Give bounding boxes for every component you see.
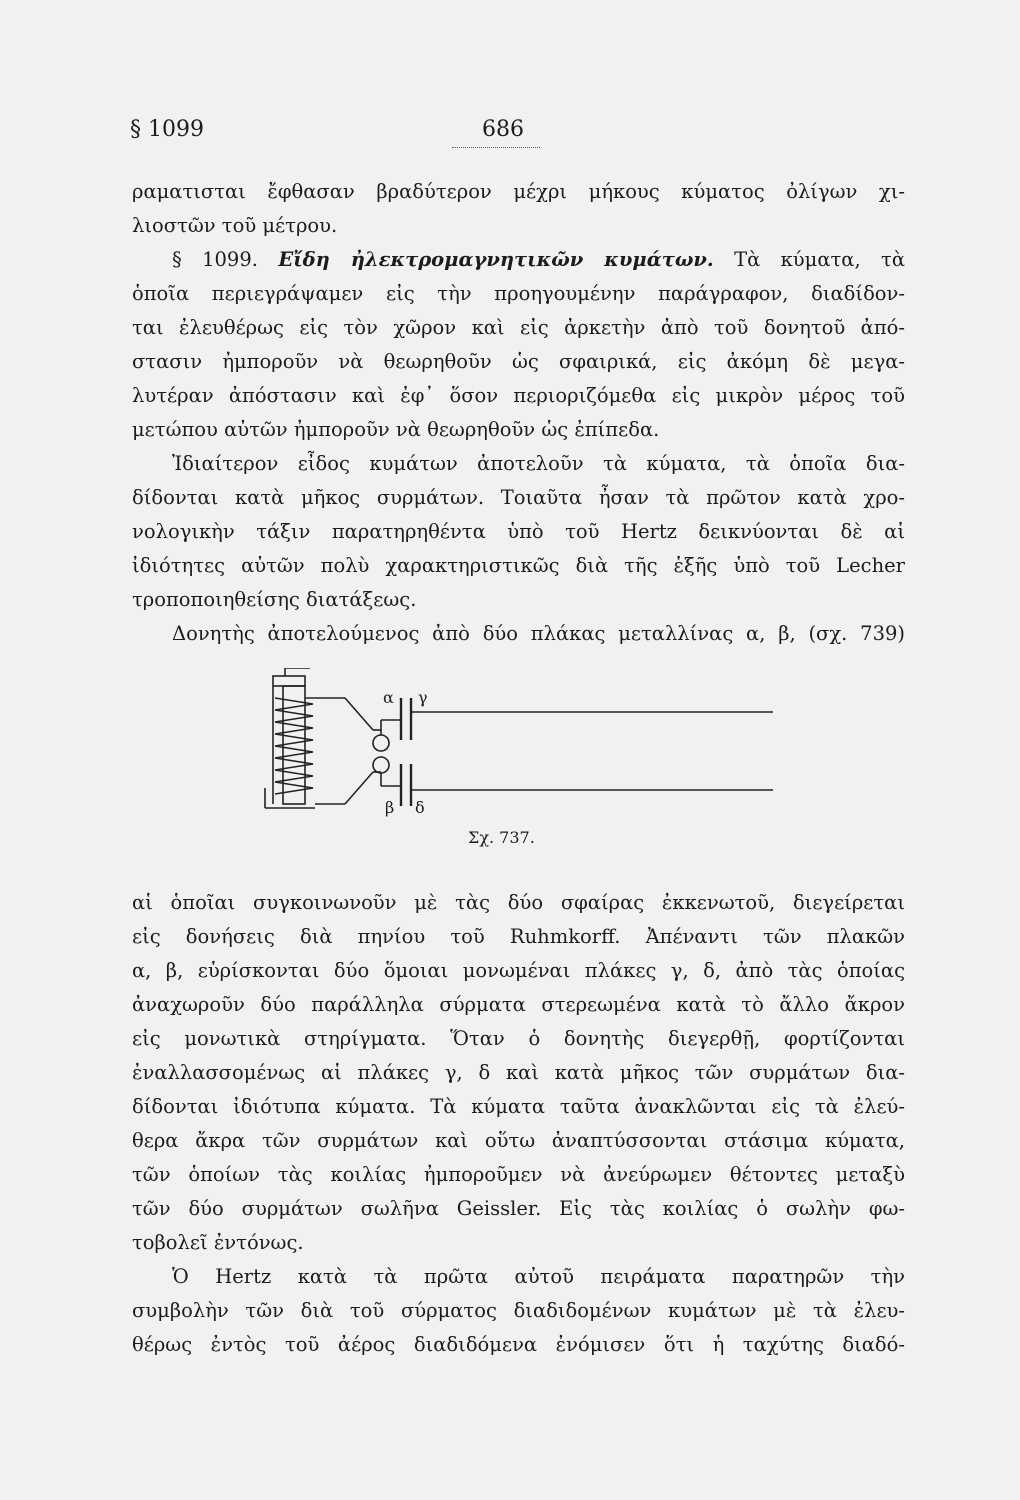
text-line: αἱ ὁποῖαι συγκοινωνοῦν μὲ τὰς δύο σφαίρας ἐκκενωτοῦ, διεγείρεται (132, 891, 905, 914)
text-line: λυτέραν ἀπόστασιν καὶ ἐφ᾿ ὅσον περιοριζόμεθα εἰς μικρὸν μέρος τοῦ (132, 384, 905, 407)
text-line: τῶν δύο συρμάτων σωλῆνα Geissler. Εἰς τὰς κοιλίας ὁ σωλὴν φω- (132, 1197, 905, 1220)
text-line: εἰς μονωτικὰ στηρίγματα. Ὅταν ὁ δονητὴς διεγερθῇ, φορτίζονται (132, 1027, 905, 1050)
text-line: Δονητὴς ἀποτελούμενος ἀπὸ δύο πλάκας μεταλλίνας α, β, (σχ. 739) (172, 622, 905, 645)
section-heading-title: Εἴδη ἠλεκτρομαγνητικῶν κυμάτων. (278, 248, 714, 271)
spark-ball-upper (373, 735, 389, 751)
figure-caption: Σχ. 737. (468, 828, 535, 847)
text-line: α, β, εὑρίσκονται δύο ὅμοιαι μονωμέναι πλάκες γ, δ, ἀπὸ τὰς ὁποίας (132, 959, 905, 982)
text-line: θερα ἄκρα τῶν συρμάτων καὶ οὕτω ἀναπτύσσονται στάσιμα κύματα, (132, 1129, 905, 1152)
text-block-bottom (132, 886, 905, 1362)
text-line: ραματισται ἔφθασαν βραδύτερον μέχρι μήκους κύματος ὀλίγων χι- (132, 180, 905, 203)
text-line: ἰδιότητες αὐτῶν πολὺ χαρακτηριστικῶς διὰ τῆς ἑξῆς ὑπὸ τοῦ Lecher (132, 554, 905, 577)
text-line: λιοστῶν τοῦ μέτρου. (132, 214, 338, 237)
section-heading-line (132, 243, 905, 277)
text-line: στασιν ἠμποροῦν νὰ θεωρηθοῦν ὡς σφαιρικά, εἰς ἀκόμη δὲ μεγα- (132, 350, 905, 373)
page-number: 686 (482, 117, 524, 142)
coil-top-terminal (273, 676, 305, 686)
text-line: θέρως ἐντὸς τοῦ ἀέρος διαδιδόμενα ἐνόμισεν ὅτι ἡ ταχύτης διαδό- (132, 1333, 905, 1356)
header-ornament-rule (452, 147, 540, 148)
text-line: Ἰδιαίτερον εἶδος κυμάτων ἀποτελοῦν τὰ κύματα, τὰ ὁποῖα δια- (172, 452, 905, 475)
section-heading-number: § 1099. (172, 248, 258, 271)
coil-windings (275, 698, 313, 794)
label-delta: δ (415, 798, 425, 817)
label-gamma: γ (418, 688, 428, 707)
text-line: ἐναλλασσομένως αἱ πλάκες γ, δ καὶ κατὰ μῆκος τῶν συρμάτων δια- (132, 1061, 905, 1084)
text-line: νολογικὴν τάξιν παρατηρηθέντα ὑπὸ τοῦ Hertz δεικνύονται δὲ αἱ (132, 520, 905, 543)
label-alpha: α (383, 688, 394, 707)
text-line: δίδονται ἰδιότυπα κύματα. Τὰ κύματα ταῦτα ἀνακλῶνται εἰς τὰ ἐλεύ- (132, 1095, 905, 1118)
text-line: τοβολεῖ ἐντόνως. (132, 1231, 304, 1254)
text-line: Ὁ Hertz κατὰ τὰ πρῶτα αὐτοῦ πειράματα παρατηρῶν τὴν (172, 1265, 905, 1288)
text-line: δίδονται κατὰ μῆκος συρμάτων. Τοιαῦτα ἦσαν τὰ πρῶτον κατὰ χρο- (132, 486, 905, 509)
text-line: ται ἐλευθέρως εἰς τὸν χῶρον καὶ εἰς ἀρκετὴν ἀπὸ τοῦ δονητοῦ ἀπό- (132, 316, 905, 339)
text-line: εἰς δονήσεις διὰ πηνίου τοῦ Ruhmkorff. Ἀπέναντι τῶν πλακῶν (132, 925, 905, 948)
section-marker: § 1099 (130, 117, 204, 142)
text-line: μετώπου αὐτῶν ἠμποροῦν νὰ θεωρηθοῦν ὡς ἐπίπεδα. (132, 418, 660, 441)
text-line-start: Τὰ κύματα, τὰ (734, 248, 905, 271)
text-line: τροποποιηθείσης διατάξεως. (132, 588, 417, 611)
label-beta: β (385, 798, 395, 817)
text-line: ὁποῖα περιεγράψαμεν εἰς τὴν προηγουμένην παράγραφον, διαδίδον- (132, 282, 905, 305)
text-block-top (132, 175, 905, 651)
text-line: τῶν ὁποίων τὰς κοιλίας ἠμποροῦμεν νὰ ἀνεύρωμεν θέτοντες μεταξὺ (132, 1163, 905, 1186)
spark-ball-lower (373, 757, 389, 773)
text-line: συμβολὴν τῶν διὰ τοῦ σύρματος διαδιδομένων κυμάτων μὲ τὰ ἐλευ- (132, 1299, 905, 1322)
text-line: ἀναχωροῦν δύο παράλληλα σύρματα στερεωμένα κατὰ τὸ ἄλλο ἄκρον (132, 993, 905, 1016)
